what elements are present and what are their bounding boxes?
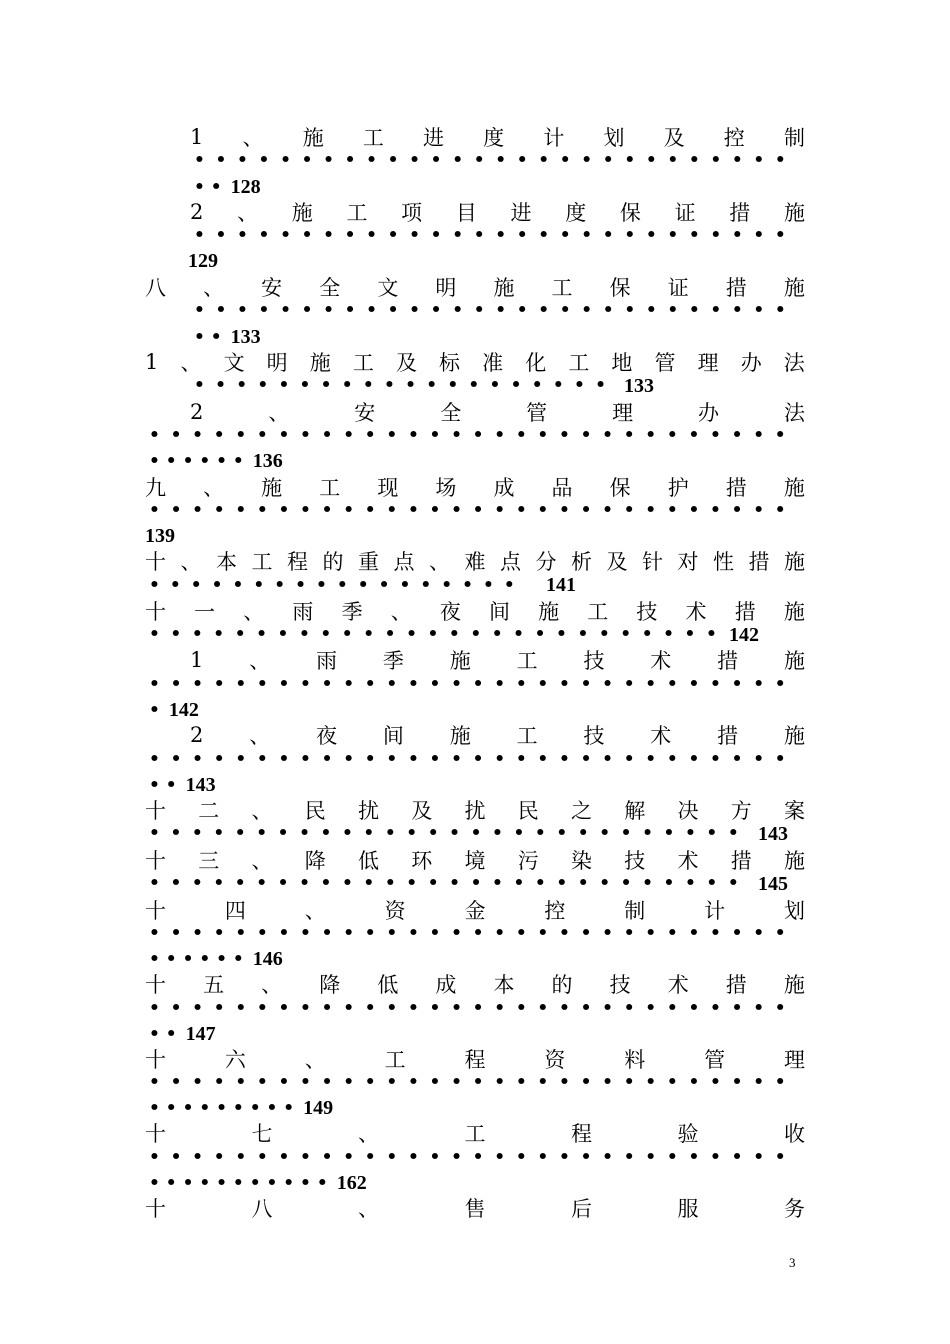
toc-page-number: 133 <box>230 325 261 348</box>
toc-leader-dots: • • • • • • • • • • • • • • • • • • • • • • • • • • • • <box>194 300 786 320</box>
toc-entry-title: 十 四 、 资 金 控 制 计 划 <box>145 899 805 923</box>
toc-tail: • • 143 <box>149 773 216 796</box>
toc-entry-title: 1 、 文 明 施 工 及 标 准 化 工 地 管 理 办 法 <box>145 350 805 375</box>
toc-leader-dots: • • • • • • • • • • • • • • • • • • • • • • • • • • • • <box>149 873 739 893</box>
page-number: 3 <box>789 1255 796 1270</box>
toc-page-number: 143 <box>758 823 788 845</box>
toc-tail: • • 128 <box>194 175 261 198</box>
toc-entry-title: 1 、 雨 季 施 工 技 术 措 施 <box>190 648 805 673</box>
toc-entry-title: 八 、 安 全 文 明 施 工 保 证 措 施 <box>145 276 805 300</box>
toc-page-number: 133 <box>624 375 654 397</box>
toc-tail: • • • • • • • • • • • 162 <box>149 1171 367 1194</box>
toc-leader-dots: • • • • • • • • • • • • • • • • • • • • • • • • • • • <box>149 624 717 644</box>
toc-page-number: 136 <box>252 449 283 472</box>
toc-page-number: 143 <box>185 773 216 796</box>
toc-tail: • • 133 <box>194 325 261 348</box>
toc-leader-dots: • • • • • • • • • • • • • • • • • • • • • • • • • • • • • • <box>149 1147 786 1167</box>
toc-entry-title: 十 一 、 雨 季 、 夜 间 施 工 技 术 措 施 <box>145 600 805 624</box>
toc-tail: • • • • • • 136 <box>149 449 283 472</box>
toc-page-number: 145 <box>758 873 788 895</box>
toc-page-number: 129 <box>188 250 218 272</box>
toc-entry-title: 1 、 施 工 进 度 计 划 及 控 制 <box>190 125 805 150</box>
toc-leader-dots: • • • • • • • • • • • • • • • • • • • • • • • • • • • • • • <box>149 425 786 445</box>
toc-leader-dots: • • • • • • • • • • • • • • • • • • <box>149 575 515 595</box>
toc-page-number: 149 <box>303 1096 334 1119</box>
toc-page-number: 162 <box>336 1171 367 1194</box>
toc-page-number: 146 <box>252 947 283 970</box>
toc-leader-dots: • • • • • • • • • • • • • • • • • • • • • • • • • • • • • • <box>149 923 786 943</box>
toc-entry-title: 十 、 本 工 程 的 重 点 、 难 点 分 析 及 针 对 性 措 施 <box>145 550 805 574</box>
toc-page-number: 139 <box>145 525 175 547</box>
toc-page-number: 147 <box>185 1022 216 1045</box>
toc-tail: • • • • • • 146 <box>149 947 283 970</box>
toc-leader-dots: • • • • • • • • • • • • • • • • • • • • • • • • • • • • • • <box>149 749 786 769</box>
toc-entry-title: 2 、 安 全 管 理 办 法 <box>190 400 805 425</box>
toc-entry-title: 2 、 夜 间 施 工 技 术 措 施 <box>190 723 805 748</box>
toc-entry-title: 十 八 、 售 后 服 务 <box>145 1197 805 1221</box>
toc-entry-title: 十 五 、 降 低 成 本 的 技 术 措 施 <box>145 973 805 997</box>
toc-leader-dots: • • • • • • • • • • • • • • • • • • • • • • • • • • • • • • <box>149 674 786 694</box>
toc-page-number: 142 <box>729 624 759 646</box>
toc-leader-dots: • • • • • • • • • • • • • • • • • • • • • • • • • • • • <box>149 823 739 843</box>
toc-page-number: 141 <box>546 574 576 596</box>
toc-tail: • 142 <box>149 698 199 721</box>
toc-entry-title: 十 三 、 降 低 环 境 污 染 技 术 措 施 <box>145 849 805 873</box>
toc-page-number: 142 <box>168 698 199 721</box>
toc-leader-dots: • • • • • • • • • • • • • • • • • • • • <box>194 375 606 395</box>
toc-entry-title: 十 七 、 工 程 验 收 <box>145 1122 805 1146</box>
toc-leader-dots: • • • • • • • • • • • • • • • • • • • • • • • • • • • • <box>194 150 786 170</box>
toc-entry-title: 十 二 、 民 扰 及 扰 民 之 解 决 方 案 <box>145 799 805 823</box>
toc-entry-title: 2 、 施 工 项 目 进 度 保 证 措 施 <box>190 200 805 225</box>
toc-tail: • • 147 <box>149 1022 216 1045</box>
toc-entry-title: 九 、 施 工 现 场 成 品 保 护 措 施 <box>145 476 805 500</box>
toc-leader-dots: • • • • • • • • • • • • • • • • • • • • • • • • • • • • • • <box>149 500 786 520</box>
toc-leader-dots: • • • • • • • • • • • • • • • • • • • • • • • • • • • • <box>194 225 786 245</box>
toc-entry-title: 十 六 、 工 程 资 料 管 理 <box>145 1048 805 1072</box>
toc-tail: • • • • • • • • • 149 <box>149 1096 334 1119</box>
toc-page-number: 128 <box>230 175 261 198</box>
toc-leader-dots: • • • • • • • • • • • • • • • • • • • • • • • • • • • • • • <box>149 1072 786 1092</box>
toc-leader-dots: • • • • • • • • • • • • • • • • • • • • • • • • • • • • • • <box>149 998 786 1018</box>
